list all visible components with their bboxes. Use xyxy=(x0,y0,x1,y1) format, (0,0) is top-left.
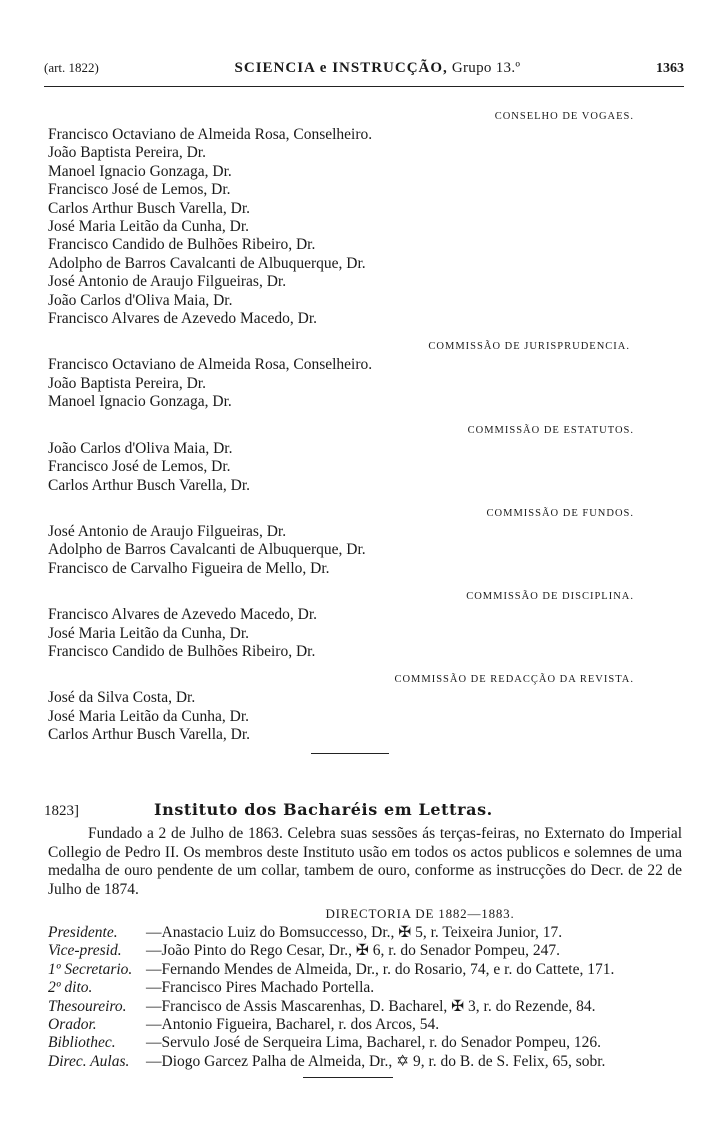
institute-paragraph: Fundado a 2 de Julho de 1863. Celebra suas sessões ás terças-feiras, no Externato do Imperial Collegio de Pedro II. Os membros deste Instituto usão em todos os actos publicos e solemnes de uma medalha de ouro pendente de um collar, tambem de ouro, conforme as instrucções do Decr. de 22 de Julho de 1874. xyxy=(48,825,682,898)
officer-details: —Diogo Garcez Palha de Almeida, Dr., ✡ 9, r. do B. de S. Felix, 65, sobr. xyxy=(146,1052,606,1070)
list-item: Manoel Ignacio Gonzaga, Dr. xyxy=(48,393,232,411)
list-item: Francisco de Carvalho Figueira de Mello, Dr. xyxy=(48,559,330,577)
officer-row xyxy=(48,961,688,979)
officer-row xyxy=(48,924,688,942)
section-title: COMMISSÃO DE ESTATUTOS. xyxy=(467,424,634,436)
section-jurisprudencia xyxy=(48,338,682,411)
officer-details: —Francisco Pires Machado Portella. xyxy=(146,979,375,997)
list-item: Francisco Candido de Bulhões Ribeiro, Dr. xyxy=(48,236,316,254)
list-item: Francisco Alvares de Azevedo Macedo, Dr. xyxy=(48,606,318,624)
list-item: Francisco José de Lemos, Dr. xyxy=(48,458,231,476)
section-title: COMMISSÃO DE JURISPRUDENCIA. xyxy=(428,341,630,353)
list-item: Francisco José de Lemos, Dr. xyxy=(48,181,231,199)
officer-role: 2º dito. xyxy=(48,979,93,997)
list-item: Carlos Arthur Busch Varella, Dr. xyxy=(48,476,251,494)
list-item: Manoel Ignacio Gonzaga, Dr. xyxy=(48,162,232,180)
officer-row xyxy=(48,1034,688,1052)
article-number: 1823] xyxy=(44,803,79,819)
running-title-main: SCIENCIA e INSTRUCÇÃO, xyxy=(234,60,448,76)
section-title: COMMISSÃO DE FUNDOS. xyxy=(486,507,634,519)
officer-details: —Anastacio Luiz do Bomsuccesso, Dr., ✠ 5, r. Teixeira Junior, 17. xyxy=(146,924,563,941)
running-header xyxy=(44,60,684,87)
section-divider xyxy=(311,753,389,754)
list-item: João Carlos d'Oliva Maia, Dr. xyxy=(48,291,233,309)
officer-role: Thesoureiro. xyxy=(48,997,127,1015)
list-item: João Carlos d'Oliva Maia, Dr. xyxy=(48,439,233,457)
officer-details: —João Pinto do Rego Cesar, Dr., ✠ 6, r. do Senador Pompeu, 247. xyxy=(146,942,561,960)
officer-role: 1º Secretario. xyxy=(48,960,133,978)
officer-details: —Fernando Mendes de Almeida, Dr., r. do Rosario, 74, e r. do Cattete, 171. xyxy=(146,960,615,978)
officer-row xyxy=(48,1016,688,1034)
list-item: Francisco Candido de Bulhões Ribeiro, Dr. xyxy=(48,642,316,660)
section-conselho xyxy=(48,108,682,328)
section-title: COMMISSÃO DE REDACÇÃO DA REVISTA. xyxy=(394,674,634,686)
officer-role: Presidente. xyxy=(48,924,118,941)
section-title: COMMISSÃO DE DISCIPLINA. xyxy=(466,591,634,603)
officer-role: Bibliothec. xyxy=(48,1034,116,1052)
list-item: José da Silva Costa, Dr. xyxy=(48,689,196,707)
section-estatutos xyxy=(48,422,682,495)
officer-details: —Antonio Figueira, Bacharel, r. dos Arcos, 54. xyxy=(146,1016,440,1034)
section-redaccao xyxy=(48,671,682,744)
page-number: 1363 xyxy=(655,61,684,76)
list-item: Francisco Octaviano de Almeida Rosa, Conselheiro. xyxy=(48,356,373,374)
list-item: João Baptista Pereira, Dr. xyxy=(48,374,206,392)
section-title: CONSELHO DE VOGAES. xyxy=(494,111,634,122)
list-item: José Antonio de Araujo Filgueiras, Dr. xyxy=(48,273,287,291)
officer-row xyxy=(48,1053,688,1071)
institute-heading xyxy=(44,800,684,822)
officer-details: —Francisco de Assis Mascarenhas, D. Bacharel, ✠ 3, r. do Rezende, 84. xyxy=(146,997,596,1015)
list-item: José Maria Leitão da Cunha, Dr. xyxy=(48,707,250,725)
institute-description xyxy=(48,825,682,899)
running-title-group: Grupo 13.º xyxy=(451,60,521,76)
list-item: João Baptista Pereira, Dr. xyxy=(48,144,206,162)
closing-divider xyxy=(303,1077,393,1078)
officer-role: Vice-presid. xyxy=(48,942,122,960)
directory-title: DIRECTORIA DE 1882—1883. xyxy=(325,906,515,921)
list-item: José Maria Leitão da Cunha, Dr. xyxy=(48,624,250,642)
section-fundos xyxy=(48,505,682,578)
officers-list xyxy=(48,924,688,1071)
institute-title: Instituto dos Bacharéis em Lettras. xyxy=(154,800,493,819)
list-item: Carlos Arthur Busch Varella, Dr. xyxy=(48,199,251,217)
article-range: (art. 1822) xyxy=(44,60,99,75)
running-title xyxy=(235,60,521,77)
officer-role: Orador. xyxy=(48,1016,97,1034)
section-disciplina xyxy=(48,588,682,661)
list-item: José Antonio de Araujo Filgueiras, Dr. xyxy=(48,522,287,540)
list-item: Adolpho de Barros Cavalcanti de Albuquerque, Dr. xyxy=(48,254,366,272)
officer-row xyxy=(48,979,688,997)
officer-row xyxy=(48,998,688,1016)
list-item: Francisco Alvares de Azevedo Macedo, Dr. xyxy=(48,310,318,328)
list-item: José Maria Leitão da Cunha, Dr. xyxy=(48,218,250,236)
list-item: Carlos Arthur Busch Varella, Dr. xyxy=(48,726,251,744)
officer-row xyxy=(48,942,688,960)
member-lists xyxy=(48,108,682,754)
list-item: Francisco Octaviano de Almeida Rosa, Conselheiro. xyxy=(48,126,373,143)
officer-role: Direc. Aulas. xyxy=(48,1052,130,1070)
list-item: Adolpho de Barros Cavalcanti de Albuquerque, Dr. xyxy=(48,541,366,559)
officer-details: —Servulo José de Serqueira Lima, Bacharel, r. do Senador Pompeu, 126. xyxy=(146,1034,601,1052)
